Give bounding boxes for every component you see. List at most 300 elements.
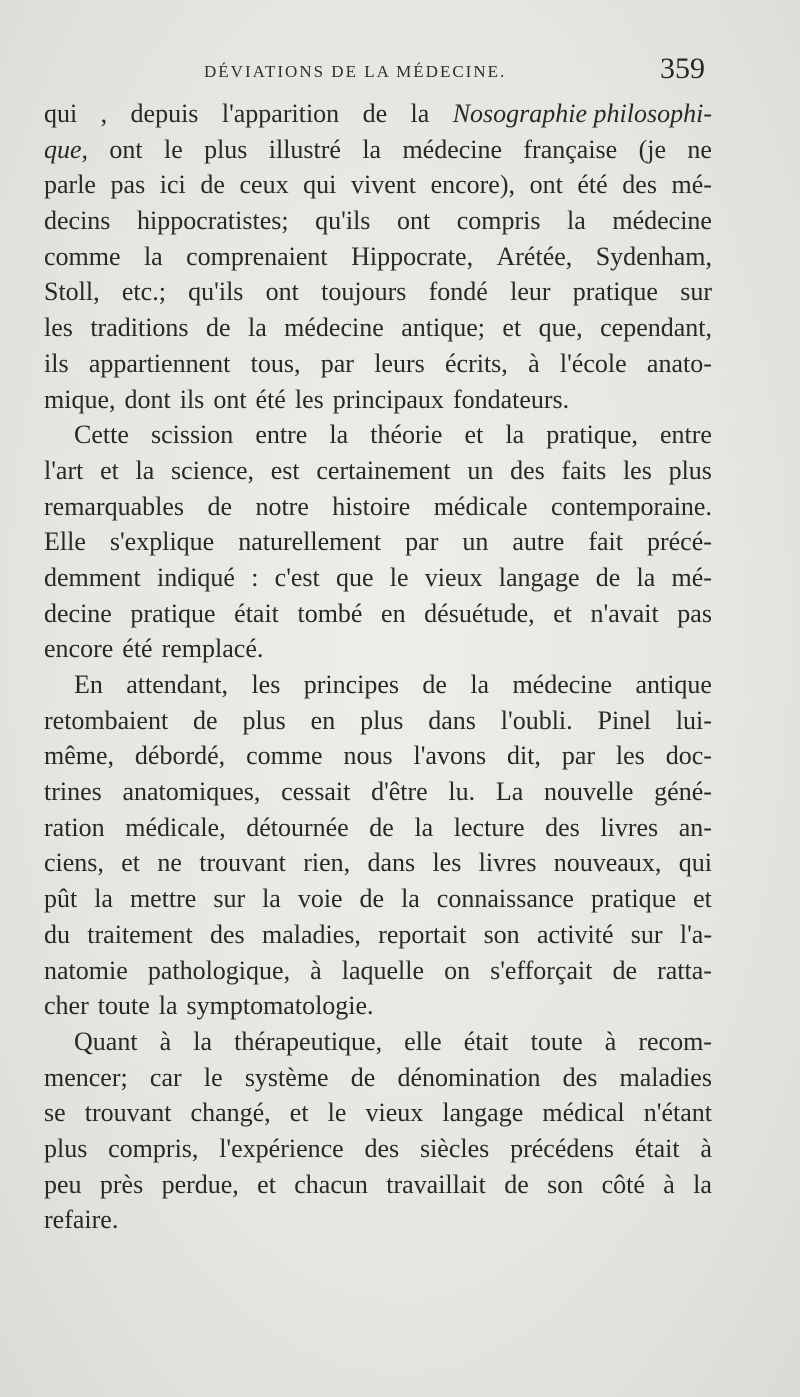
text-line: [44, 132, 712, 168]
word: s'efforçait: [490, 955, 593, 985]
word: la: [135, 455, 155, 485]
word: :: [251, 562, 259, 592]
word: à: [663, 1169, 675, 1199]
word: demment: [44, 562, 141, 592]
word: tombé: [297, 598, 363, 628]
text-line: [44, 239, 712, 275]
word: n'avait: [590, 598, 659, 628]
word: remplacé.: [161, 634, 264, 664]
word: l'oubli.: [500, 705, 573, 735]
word: symptomatologie.: [186, 991, 374, 1021]
word: ciens,: [44, 848, 104, 878]
text-line: [44, 1024, 712, 1060]
text-line: [44, 310, 712, 346]
word: ont: [529, 170, 563, 200]
text-line: [44, 453, 712, 489]
word: car: [149, 1062, 182, 1092]
text-line: [44, 810, 712, 846]
word: dénomination: [397, 1062, 541, 1092]
word: cher: [44, 991, 89, 1021]
word: de: [612, 955, 638, 985]
word: hippocratistes;: [136, 206, 289, 236]
text-line: [44, 988, 712, 1024]
word: en: [381, 598, 406, 628]
word: tous,: [250, 348, 301, 378]
word: contemporaine.: [550, 491, 712, 521]
word: on: [444, 955, 471, 985]
word: précé-: [646, 527, 712, 557]
running-head: DÉVIATIONS DE LA MÉDECINE.: [204, 62, 507, 81]
word: à: [604, 1026, 617, 1056]
word: siècles: [419, 1133, 490, 1163]
word: vieux: [365, 1098, 424, 1128]
word: écrits,: [445, 348, 508, 378]
word: Hippocrate,: [351, 241, 474, 271]
word: précédens: [510, 1133, 615, 1163]
word: Pinel: [597, 705, 651, 735]
word: et: [553, 598, 572, 628]
word: qu'ils: [315, 206, 371, 236]
word: ont: [213, 384, 247, 414]
text-line: [44, 417, 712, 453]
word: anatomiques,: [122, 777, 261, 807]
word: La: [495, 777, 524, 807]
word: la: [94, 884, 113, 914]
word: des: [545, 812, 580, 842]
word: médicale: [433, 491, 528, 521]
word: connaissance: [436, 884, 574, 914]
word: mé-: [671, 170, 712, 200]
word: sur: [680, 277, 712, 307]
text-line: [44, 1167, 712, 1203]
word: livres: [600, 812, 659, 842]
word: les: [44, 313, 73, 343]
word: Quant: [74, 1026, 138, 1056]
word: et: [693, 884, 712, 914]
word: de: [595, 562, 621, 592]
text-line: [44, 881, 712, 917]
word: voie: [297, 884, 343, 914]
word: la: [567, 206, 586, 236]
word: compris,: [108, 1133, 199, 1163]
word: decins: [44, 206, 111, 236]
word: qui: [44, 99, 78, 128]
text-line: [44, 774, 712, 810]
word: comme: [44, 241, 121, 271]
text-line: [44, 489, 712, 525]
word: qui: [303, 170, 337, 200]
word: s'explique: [109, 527, 215, 557]
word: Arétée,: [496, 241, 573, 271]
word: indiqué: [156, 562, 235, 592]
text-line: [44, 96, 712, 132]
word: pas: [677, 598, 712, 628]
word: Cette: [74, 420, 129, 450]
word: le: [203, 1062, 223, 1092]
word: reportait: [378, 919, 467, 949]
word: française: [523, 134, 618, 164]
word: et: [100, 455, 119, 485]
word: autre: [512, 527, 565, 557]
word: le: [163, 134, 183, 164]
word: ne: [687, 134, 712, 164]
word: leur: [510, 277, 551, 307]
word: des: [364, 1133, 400, 1163]
word: était: [463, 1026, 509, 1056]
text-line: [44, 667, 712, 703]
word: attendant,: [126, 670, 229, 699]
word: médecine: [284, 313, 384, 343]
word: la: [262, 884, 281, 914]
word: de: [207, 491, 233, 521]
word: ne: [157, 848, 182, 878]
word: l'expérience: [219, 1133, 344, 1163]
word: principes: [303, 670, 400, 699]
word: en: [310, 705, 336, 735]
word: des: [622, 170, 657, 200]
word: de: [504, 1169, 529, 1199]
word: notre: [255, 491, 309, 521]
word: par: [405, 527, 439, 557]
word: à: [310, 955, 322, 985]
word: la: [329, 420, 349, 450]
word: était: [634, 1133, 680, 1163]
word: se: [44, 1098, 66, 1128]
word: toujours: [321, 277, 407, 307]
word: encore),: [430, 170, 515, 200]
word: ici: [159, 170, 186, 200]
word: etc.;: [121, 277, 166, 307]
word: plus: [668, 455, 712, 485]
word: et: [464, 420, 484, 450]
word: la: [693, 1169, 712, 1199]
word: même,: [44, 741, 115, 771]
word: fondé: [428, 277, 488, 307]
word: refaire.: [44, 1205, 119, 1235]
word: maladies: [619, 1062, 712, 1092]
word: la: [362, 134, 382, 164]
word: la: [505, 420, 525, 450]
word: l'art: [44, 455, 84, 485]
word: sur: [213, 884, 246, 914]
word: les: [294, 384, 324, 414]
word: par: [561, 741, 596, 771]
word: principaux: [332, 384, 444, 414]
word: qu'ils: [188, 277, 244, 307]
word: pratique,: [546, 420, 638, 450]
word: histoire: [332, 491, 411, 521]
word: la: [193, 1026, 213, 1056]
word: ,: [100, 99, 108, 128]
word: près: [99, 1169, 144, 1199]
word: Nosographie philosophi-: [452, 99, 712, 128]
word: système: [244, 1062, 329, 1092]
word: vieux: [424, 562, 483, 592]
word: illustré: [268, 134, 341, 164]
word: dit,: [506, 741, 541, 771]
word: et: [121, 848, 141, 878]
word: que,: [538, 313, 583, 343]
text-line: [44, 631, 712, 667]
word: à: [159, 1026, 172, 1056]
word: des: [510, 455, 545, 485]
word: Elle: [44, 527, 86, 557]
word: ils: [44, 348, 69, 378]
word: pratique: [130, 598, 216, 628]
word: la: [410, 99, 430, 128]
word: la: [636, 562, 656, 592]
word: de: [422, 670, 447, 699]
word: ratta-: [657, 955, 712, 985]
text-line: [44, 1060, 712, 1096]
word: l'école: [559, 348, 627, 378]
page-number: 359: [660, 52, 705, 85]
word: ont: [109, 134, 143, 164]
word: qui: [678, 848, 712, 878]
body-text: [44, 96, 712, 1238]
word: plus: [360, 705, 404, 735]
word: pratique: [590, 884, 677, 914]
text-line: [44, 1202, 712, 1238]
word: lecture: [453, 812, 525, 842]
word: les: [251, 670, 281, 699]
word: trines: [44, 777, 102, 807]
word: appartiennent: [88, 348, 231, 378]
word: nous: [343, 741, 393, 771]
word: les: [615, 741, 645, 771]
word: ont: [396, 206, 431, 236]
word: lui-: [675, 705, 712, 735]
word: leurs: [374, 348, 425, 378]
word: recom-: [638, 1026, 712, 1056]
text-line: [44, 1131, 712, 1167]
word: et: [289, 1098, 309, 1128]
word: à: [700, 1133, 712, 1163]
word: la: [401, 884, 420, 914]
word: Stoll,: [44, 277, 100, 307]
word: laquelle: [341, 955, 425, 985]
word: médicale,: [125, 812, 226, 842]
word: de: [205, 313, 231, 343]
word: dans: [428, 705, 476, 735]
word: fondateurs.: [452, 384, 570, 414]
word: peu: [44, 1169, 82, 1199]
word: de: [362, 99, 388, 128]
word: comme: [246, 741, 323, 771]
word: antique;: [401, 313, 485, 343]
word: et: [502, 313, 522, 343]
word: ceux: [239, 170, 289, 200]
word: l'a-: [679, 919, 712, 949]
word: plus: [242, 705, 286, 735]
word: rien,: [303, 848, 351, 878]
text-line: [44, 1095, 712, 1131]
word: certainement: [316, 455, 451, 485]
word: comprenaient: [186, 241, 328, 271]
word: était: [234, 598, 279, 628]
word: la: [470, 670, 490, 699]
word: toute: [530, 1026, 583, 1056]
word: science,: [171, 455, 255, 485]
word: par: [320, 348, 354, 378]
word: son: [483, 919, 520, 949]
word: anato-: [646, 348, 712, 378]
text-line: [44, 596, 712, 632]
word: à: [528, 348, 540, 378]
word: an-: [678, 812, 712, 842]
word: decine: [44, 598, 112, 628]
word: cessait: [281, 777, 351, 807]
word: entre: [255, 420, 308, 450]
text-line: [44, 382, 712, 418]
text-line: [44, 703, 712, 739]
word: (je: [638, 134, 666, 164]
word: dont: [124, 384, 171, 414]
word: encore: [44, 634, 114, 664]
word: médecine: [612, 206, 712, 236]
word: langage: [498, 562, 580, 592]
word: mé-: [671, 562, 712, 592]
word: un: [462, 527, 489, 557]
word: la: [247, 313, 267, 343]
word: que,: [44, 134, 89, 164]
word: que: [335, 562, 374, 592]
word: perdue,: [161, 1169, 239, 1199]
word: été: [122, 634, 153, 664]
word: naturellement: [238, 527, 382, 557]
word: la: [158, 991, 178, 1021]
word: En: [74, 670, 103, 699]
text-line: [44, 524, 712, 560]
word: de: [350, 1062, 376, 1092]
word: est: [270, 455, 300, 485]
word: doc-: [665, 741, 712, 771]
word: de: [369, 812, 394, 842]
word: du: [44, 919, 70, 949]
word: toute: [97, 991, 150, 1021]
word: géné-: [654, 777, 712, 807]
text-line: [44, 167, 712, 203]
word: le: [327, 1098, 347, 1128]
word: la: [143, 241, 163, 271]
word: l'apparition: [221, 99, 340, 128]
word: fait: [588, 527, 623, 557]
word: l'avons: [413, 741, 487, 771]
word: le: [389, 562, 409, 592]
word: elle: [404, 1026, 442, 1056]
word: maladies,: [261, 919, 361, 949]
word: de: [200, 170, 225, 200]
word: d'être: [371, 777, 428, 807]
word: pratique: [572, 277, 658, 307]
text-line: [44, 738, 712, 774]
word: de: [193, 705, 218, 735]
word: désuétude,: [424, 598, 535, 628]
word: médecine: [402, 134, 503, 164]
word: son: [547, 1169, 584, 1199]
word: depuis: [130, 99, 199, 128]
word: ration: [44, 812, 105, 842]
word: ils: [179, 384, 205, 414]
text-line: [44, 953, 712, 989]
word: lu.: [448, 777, 476, 807]
word: détournée: [246, 812, 349, 842]
text-line: [44, 560, 712, 596]
word: pût: [44, 884, 78, 914]
word: débordé,: [134, 741, 226, 771]
word: mique,: [44, 384, 116, 414]
word: compris: [456, 206, 541, 236]
word: été: [255, 384, 286, 414]
text-line: [44, 917, 712, 953]
word: natomie: [44, 955, 128, 985]
word: un: [467, 455, 494, 485]
word: la: [414, 812, 434, 842]
word: remarquables: [44, 491, 185, 521]
word: cependant,: [600, 313, 712, 343]
word: vivent: [350, 170, 416, 200]
word: scission: [150, 420, 234, 450]
word: activité: [536, 919, 614, 949]
word: pathologique,: [147, 955, 291, 985]
word: dans: [367, 848, 416, 878]
word: langage: [442, 1098, 524, 1128]
word: c'est: [274, 562, 320, 592]
word: été: [577, 170, 608, 200]
word: et: [257, 1169, 276, 1199]
word: antique: [635, 670, 712, 699]
word: travaillait: [386, 1169, 486, 1199]
word: parle: [44, 170, 96, 200]
word: des: [210, 919, 245, 949]
word: trouvant: [84, 1098, 172, 1128]
word: plus: [204, 134, 248, 164]
word: mettre: [129, 884, 197, 914]
word: traitement: [87, 919, 193, 949]
word: thérapeutique,: [234, 1026, 383, 1056]
word: trouvant: [199, 848, 286, 878]
word: plus: [44, 1133, 88, 1163]
word: ont: [265, 277, 299, 307]
text-line: [44, 203, 712, 239]
word: mencer;: [44, 1062, 128, 1092]
word: théorie: [370, 420, 443, 450]
word: pas: [110, 170, 146, 200]
word: les: [432, 848, 462, 878]
word: chacun: [294, 1169, 368, 1199]
word: des: [562, 1062, 598, 1092]
text-line: [44, 346, 712, 382]
word: nouveaux,: [553, 848, 662, 878]
word: médecine: [512, 670, 613, 699]
text-line: [44, 845, 712, 881]
word: changé,: [190, 1098, 271, 1128]
word: médical: [542, 1098, 625, 1128]
word: nouvelle: [543, 777, 634, 807]
word: de: [359, 884, 385, 914]
word: Sydenham,: [595, 241, 712, 271]
word: traditions: [90, 313, 189, 343]
word: côté: [601, 1169, 645, 1199]
word: n'étant: [643, 1098, 712, 1128]
word: les: [622, 455, 652, 485]
word: entre: [659, 420, 712, 450]
word: faits: [561, 455, 607, 485]
word: livres: [478, 848, 537, 878]
text-line: [44, 274, 712, 310]
word: sur: [630, 919, 663, 949]
word: retombaient: [44, 705, 169, 735]
